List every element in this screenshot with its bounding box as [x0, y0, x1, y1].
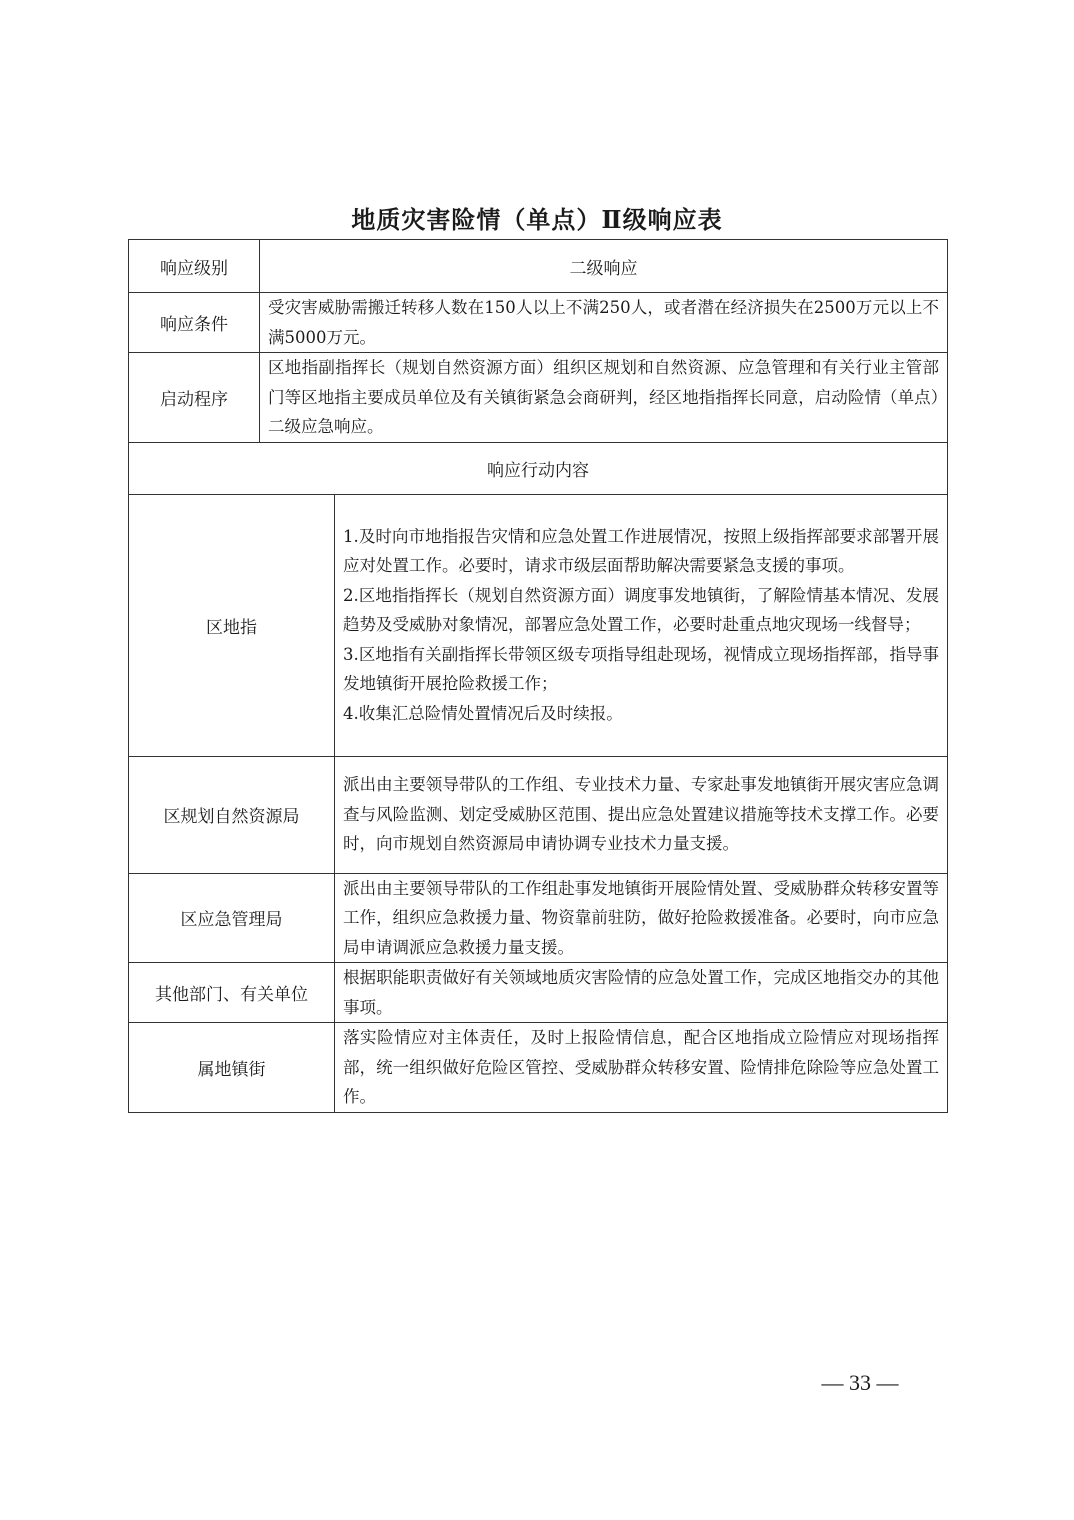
list-item: 1.及时向市地指报告灾情和应急处置工作进展情况，按照上级指挥部要求部署开展应对处置工作。必要时，请求市级层面帮助解决需要紧急支援的事项。	[343, 526, 939, 576]
table-row	[129, 494, 948, 756]
list-item: 4.收集汇总险情处置情况后及时续报。	[343, 703, 623, 723]
response-table	[128, 239, 948, 1113]
level-label: 响应级别	[129, 240, 260, 293]
row-label: 区地指	[129, 494, 335, 756]
row-label: 属地镇街	[129, 1023, 335, 1113]
condition-label: 响应条件	[129, 293, 260, 353]
row-label: 其他部门、有关单位	[129, 963, 335, 1023]
procedure-text: 区地指副指挥长（规划自然资源方面）组织区规划和自然资源、应急管理和有关行业主管部门等区地指主要成员单位及有关镇街紧急会商研判，经区地指指挥长同意，启动险情（单点）二级应急响应。	[260, 353, 948, 443]
list-item: 3.区地指有关副指挥长带领区级专项指导组赴现场，视情成立现场指挥部，指导事发地镇街开展抢险救援工作；	[343, 644, 939, 694]
procedure-label: 启动程序	[129, 353, 260, 443]
table-row	[129, 293, 948, 353]
condition-text: 受灾害威胁需搬迁转移人数在150人以上不满250人，或者潜在经济损失在2500万元以上不满5000万元。	[260, 293, 948, 353]
row-text	[335, 494, 948, 756]
table-row	[129, 1023, 948, 1113]
table-row	[129, 873, 948, 963]
row-text: 落实险情应对主体责任，及时上报险情信息，配合区地指成立险情应对现场指挥部，统一组织做好危险区管控、受威胁群众转移安置、险情排危除险等应急处置工作。	[335, 1023, 948, 1113]
table-row	[129, 963, 948, 1023]
row-label: 区规划自然资源局	[129, 756, 335, 873]
row-label: 区应急管理局	[129, 873, 335, 963]
table-row	[129, 353, 948, 443]
table-row	[129, 240, 948, 293]
page-title: 地质灾害险情（单点）Ⅱ级响应表	[351, 205, 723, 234]
table-row	[129, 442, 948, 494]
level-value: 二级响应	[260, 240, 948, 293]
row-text: 派出由主要领导带队的工作组赴事发地镇街开展险情处置、受威胁群众转移安置等工作，组织应急救援力量、物资靠前驻防，做好抢险救援准备。必要时，向市应急局申请调派应急救援力量支援。	[335, 873, 948, 963]
row-text: 派出由主要领导带队的工作组、专业技术力量、专家赴事发地镇街开展灾害应急调查与风险监测、划定受威胁区范围、提出应急处置建议措施等技术支撑工作。必要时，向市规划自然资源局申请协调专业技术力量支援。	[335, 756, 948, 873]
row-text: 根据职能职责做好有关领域地质灾害险情的应急处置工作，完成区地指交办的其他事项。	[335, 963, 948, 1023]
table-row	[129, 756, 948, 873]
list-item: 2.区地指指挥长（规划自然资源方面）调度事发地镇街，了解险情基本情况、发展趋势及受威胁对象情况，部署应急处置工作，必要时赴重点地灾现场一线督导；	[343, 585, 939, 635]
page-number: — 33 —	[821, 1370, 899, 1395]
actions-header: 响应行动内容	[129, 442, 948, 494]
